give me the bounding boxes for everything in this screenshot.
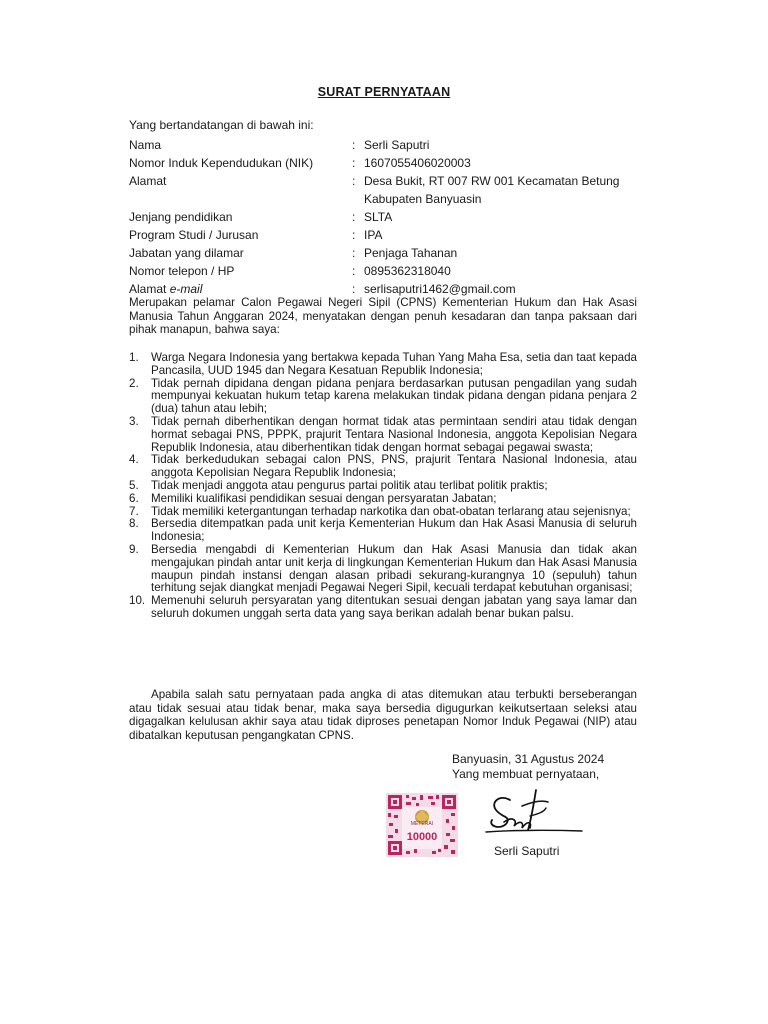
item-number: 9. — [129, 542, 139, 556]
list-item — [129, 352, 637, 378]
field-value: 0895362318040 — [364, 264, 451, 278]
meterai-value: 10000 — [406, 831, 438, 843]
field-label-em: e-mail — [169, 282, 203, 296]
field-label: Nomor telepon / HP — [129, 264, 235, 278]
list-item — [129, 480, 637, 493]
field-colon: : — [352, 174, 356, 188]
maker-label: Yang membuat pernyataan, — [452, 767, 600, 781]
field-value — [364, 172, 649, 208]
item-number: 8. — [129, 517, 139, 531]
field-value: 1607055406020003 — [364, 156, 471, 170]
field-phone — [129, 262, 649, 280]
list-item — [129, 595, 637, 621]
field-nik — [129, 154, 649, 172]
item-text: Warga Negara Indonesia yang bertakwa kepada Tuhan Yang Maha Esa, setia dan taat kepada Pancasila, UUD 1945 dan Negara Kesatuan Republik Indonesia; — [151, 351, 637, 377]
field-major — [129, 226, 649, 244]
field-label: Alamat — [129, 174, 167, 188]
list-item — [129, 544, 637, 595]
item-text: Tidak pernah diberhentikan dengan hormat tidak atas permintaan sendiri atau tidak dengan hormat sebagai PNS, PPPK, prajurit Tentara Nasional Indonesia, anggota Kepolisian Negara Republik Indonesia, atau diberhentikan tidak dengan hormat sebagai pegawai swasta; — [151, 414, 637, 454]
item-number: 7. — [129, 504, 139, 518]
opening-paragraph: Merupakan pelamar Calon Pegawai Negeri Sipil (CPNS) Kementerian Hukum dan Hak Asasi Manusia Tahun Anggaran 2024, menyatakan dengan penuh kesadaran dan tanpa paksaan dari pihak manapun, bahwa saya: — [129, 296, 637, 336]
field-colon: : — [352, 228, 356, 242]
field-label: Program Studi / Jurusan — [129, 228, 259, 242]
field-value: SLTA — [364, 210, 393, 224]
field-value: Penjaga Tahanan — [364, 246, 458, 260]
field-position — [129, 244, 649, 262]
intro-text: Yang bertandatangan di bawah ini: — [129, 118, 314, 132]
list-item — [129, 493, 637, 506]
meterai-text — [402, 818, 442, 846]
item-number: 4. — [129, 453, 139, 467]
field-colon: : — [352, 138, 356, 152]
field-label: Jenjang pendidikan — [129, 210, 233, 224]
field-colon: : — [352, 264, 356, 278]
signature-block — [452, 752, 604, 782]
document-title: SURAT PERNYATAAN — [317, 85, 451, 99]
list-item — [129, 518, 637, 544]
address-line-2: Kabupaten Banyuasin — [364, 192, 482, 206]
statement-list — [129, 352, 637, 621]
list-item — [129, 378, 637, 416]
field-label-text: Alamat — [129, 282, 170, 296]
item-number: 5. — [129, 478, 139, 492]
field-value: serlisaputri1462@gmail.com — [364, 282, 516, 296]
field-value: Serli Saputri — [364, 138, 430, 152]
field-colon: : — [352, 282, 356, 296]
item-text: Memenuhi seluruh persyaratan yang ditentukan sesuai dengan jabatan yang saya lamar dan seluruh dokumen unggah serta data yang saya berikan adalah benar bukan palsu. — [151, 594, 637, 620]
field-name — [129, 136, 649, 154]
item-text: Tidak memiliki ketergantungan terhadap narkotika dan obat-obatan terlarang atau sejenisnya; — [151, 504, 631, 518]
address-line-1: Desa Bukit, RT 007 RW 001 Kecamatan Betung — [364, 174, 620, 188]
place-date: Banyuasin, 31 Agustus 2024 — [452, 752, 605, 766]
item-text: Tidak berkedudukan sebagai calon PNS, PNS, prajurit Tentara Nasional Indonesia, atau anggota Kepolisian Negara Republik Indonesia; — [151, 453, 637, 480]
identity-fields — [129, 136, 649, 298]
item-number: 10. — [129, 594, 146, 608]
handwritten-signature — [482, 786, 587, 842]
meterai-label: METERAI — [410, 821, 434, 827]
item-text: Tidak menjadi anggota atau pengurus partai politik atau terlibat politik praktis; — [151, 478, 548, 492]
field-education — [129, 208, 649, 226]
item-number: 1. — [129, 351, 139, 364]
item-text: Tidak pernah dipidana dengan pidana penjara berdasarkan putusan pengadilan yang sudah mempunyai kekuatan hukum tetap karena melakukan tindak pidana dengan pidana penjara 2 (dua) tahun atau lebih; — [151, 376, 637, 416]
field-colon: : — [352, 210, 356, 224]
field-value: IPA — [364, 228, 383, 242]
item-text: Bersedia ditempatkan pada unit kerja Kementerian Hukum dan Hak Asasi Manusia di seluruh Indonesia; — [151, 517, 637, 544]
item-text: Memiliki kualifikasi pendidikan sesuai dengan persyaratan Jabatan; — [151, 491, 497, 505]
list-item — [129, 454, 637, 480]
item-number: 3. — [129, 414, 139, 428]
field-colon: : — [352, 156, 356, 170]
field-colon: : — [352, 246, 356, 260]
field-label: Jabatan yang dilamar — [129, 246, 244, 260]
item-text: Bersedia mengabdi di Kementerian Hukum dan Hak Asasi Manusia dan tidak akan mengajukan pindah antar unit kerja di lingkungan Kementerian Hukum dan Hak Asasi Manusia maupun pindah instansi dengan alasan pribadi sekurang-kurangnya 10 (sepuluh) tahun terhitung sejak diangkat menjadi Pegawai Negeri Sipil, kecuali terdapat kebutuhan organisasi; — [151, 542, 637, 595]
item-number: 6. — [129, 491, 139, 505]
field-label: Nama — [129, 138, 162, 152]
item-number: 2. — [129, 376, 139, 390]
list-item — [129, 416, 637, 454]
field-label: Nomor Induk Kependudukan (NIK) — [129, 156, 314, 170]
signer-name: Serli Saputri — [494, 844, 560, 858]
field-address — [129, 172, 649, 208]
closing-paragraph: Apabila salah satu pernyataan pada angka di atas ditemukan atau terbukti berseberangan atau tidak sesuai atau tidak benar, maka saya bersedia digugurkan keikutsertaan seleksi atau digagalkan kelulusan akhir saya atau tidak diproses penetapan Nomor Induk Pegawai (NIP) atau dibatalkan keputusan pengangkatan CPNS. — [129, 688, 637, 742]
